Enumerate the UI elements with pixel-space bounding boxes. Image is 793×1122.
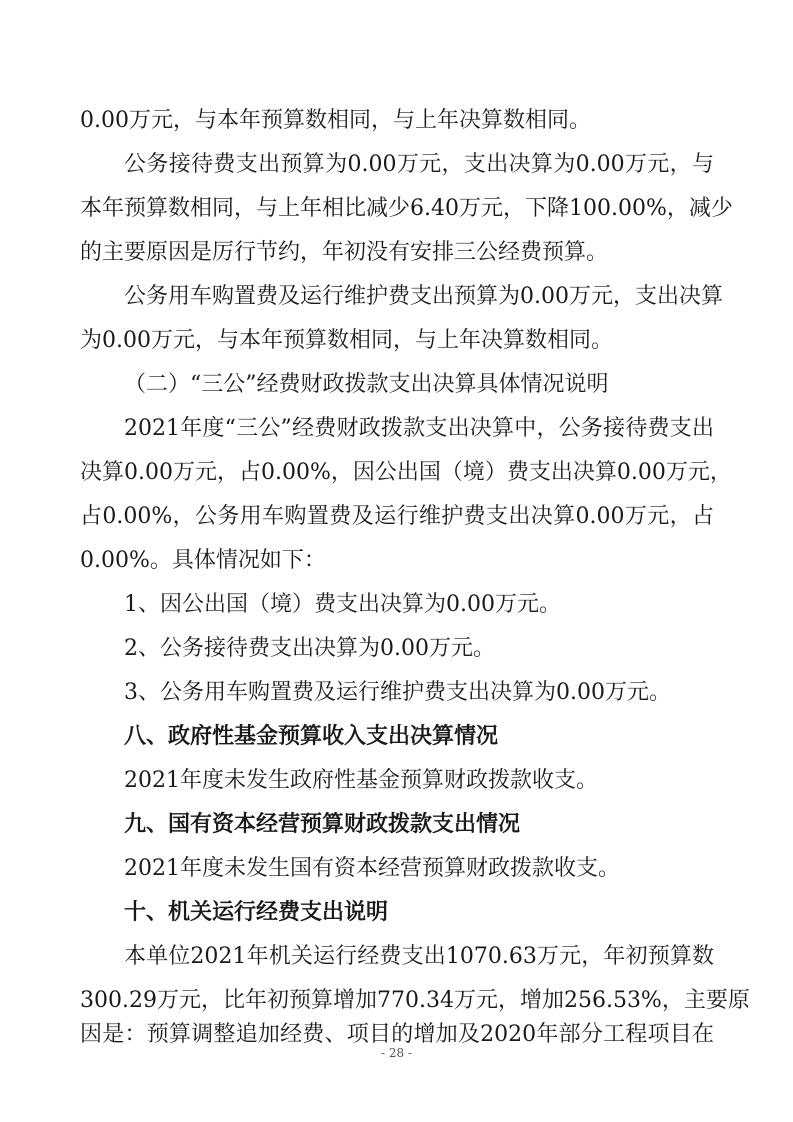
text-line: 本单位2021年机关运行经费支出1070.63万元，年初预算数	[124, 944, 714, 969]
text-line: 因是：预算调整追加经费、项目的增加及2020年部分工程项目在	[80, 1022, 714, 1047]
text-line: 2021年度“三公”经费财政拨款支出决算中，公务接待费支出	[124, 416, 714, 441]
text-line: 0.00万元，与本年预算数相同，与上年决算数相同。	[80, 108, 591, 133]
text-line: 的主要原因是厉行节约，年初没有安排三公经费预算。	[80, 240, 609, 265]
text-line: 2021年度未发生国有资本经营预算财政拨款收支。	[124, 856, 620, 881]
text-line: 公务接待费支出预算为0.00万元，支出决算为0.00万元，与	[124, 152, 714, 177]
section-heading: 十、机关运行经费支出说明	[124, 900, 389, 925]
list-item: 3、公务用车购置费及运行维护费支出决算为0.00万元。	[124, 680, 671, 705]
list-item: 1、因公出国（境）费支出决算为0.00万元。	[124, 592, 561, 617]
text-line: 为0.00万元，与本年预算数相同，与上年决算数相同。	[80, 328, 613, 353]
text-line: 0.00%。具体情况如下：	[80, 548, 326, 573]
text-line: 2021年度未发生政府性基金预算财政拨款收支。	[124, 768, 598, 793]
text-line: 300.29万元，比年初预算增加770.34万元，增加256.53%，主要原	[80, 988, 750, 1013]
section-subheading: （二）“三公”经费财政拨款支出决算具体情况说明	[124, 372, 609, 397]
text-line: 公务用车购置费及运行维护费支出预算为0.00万元，支出决算	[124, 284, 723, 309]
text-line: 决算0.00万元，占0.00%，因公出国（境）费支出决算0.00万元，	[80, 460, 732, 485]
page-number: - 28 -	[380, 1046, 412, 1060]
text-line: 本年预算数相同，与上年相比减少6.40万元，下降100.00%，减少	[80, 196, 733, 221]
section-heading: 九、国有资本经营预算财政拨款支出情况	[124, 812, 521, 837]
text-line: 占0.00%，公务用车购置费及运行维护费支出决算0.00万元，占	[80, 504, 714, 529]
section-heading: 八、政府性基金预算收入支出决算情况	[124, 724, 499, 749]
list-item: 2、公务接待费支出决算为0.00万元。	[124, 636, 495, 661]
